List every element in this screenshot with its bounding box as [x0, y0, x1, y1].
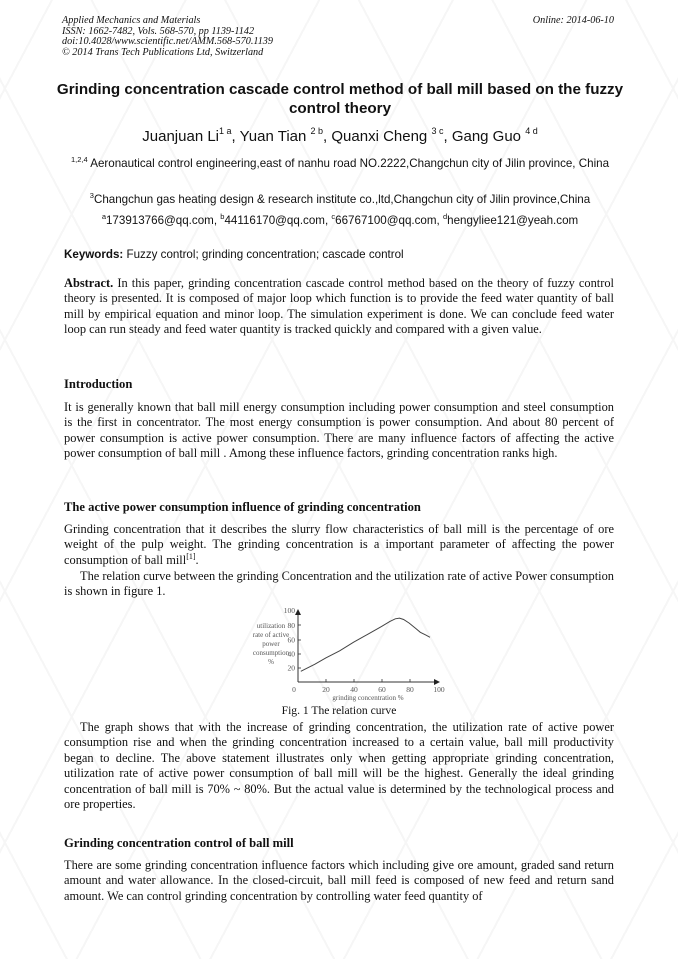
svg-text:0: 0	[292, 685, 296, 694]
section3-paragraph-1: There are some grinding concentration influence factors which including give ore amount, graded sand return amount and water allowance. In the closed-circuit, ball mill feed is composed of new feed and return sand amount. We can control grinding concentration by controlling water feed quantity of	[64, 858, 614, 903]
svg-text:20: 20	[322, 685, 330, 694]
svg-text:60: 60	[287, 635, 295, 645]
svg-text:40: 40	[287, 649, 295, 659]
svg-text:%: %	[268, 658, 274, 666]
svg-text:80: 80	[406, 685, 414, 694]
svg-text:100: 100	[283, 606, 295, 615]
section-heading-introduction: Introduction	[64, 377, 133, 391]
section2-paragraph-1	[64, 522, 614, 568]
section2-paragraph-3: The graph shows that with the increase of grinding concentration, the utilization rate of active power consumption rise and when the grinding concentration increased to a certain value, ball mill productivity began to decline. The above statement illustrates only when getting appropriate grinding concentration, utilization rate of active power consumption of ball mill will be the highest. Generally the ideal grinding concentration of ball mill is 70% ~ 80%. But the actual value is determined by the technological process and ore properties.	[64, 720, 614, 812]
paragraph-end: .	[195, 552, 199, 567]
svg-text:80: 80	[287, 621, 295, 630]
svg-text:40: 40	[350, 685, 358, 694]
email-link[interactable]: 66767100@qq.com	[335, 214, 437, 227]
author-list: Juanjuan $Li^{1 a}$, Yuan Tian $^{2 b}$, Quanxi Cheng $^{3 c}$, Gang Guo $^{4 d}$	[142, 126, 538, 145]
section-heading-active-power: The active power consumption influence of grinding concentration	[64, 500, 421, 514]
y-tick-labels	[284, 606, 296, 673]
author-name: Juanjuan Li	[142, 128, 220, 145]
author-name: Quanxi Cheng	[331, 128, 428, 145]
svg-text:power: power	[262, 640, 280, 648]
journal-header	[62, 16, 273, 58]
svg-text:rate of active: rate of active	[252, 631, 290, 639]
online-date: Online: 2014-06-10	[532, 15, 614, 26]
affiliation-text: Aeronautical control engineering,east of nanhu road NO.2222,Changchun city of Jilin province, China	[87, 157, 610, 170]
relation-curve-chart	[235, 602, 450, 702]
affiliation-sup: 3	[89, 191, 94, 200]
section2-paragraph-2: The relation curve between the grinding Concentration and the utilization rate of active Power consumption is shown in figure 1.	[64, 569, 615, 599]
copyright-line: © 2014 Trans Tech Publications Ltd, Switzerland	[62, 46, 264, 58]
email-list: $^a$173913766@qq.com, $^b$44116170@qq.com, $^c$66767100@qq.com, $^d$hengyliee121@yeah.com	[101, 212, 579, 227]
svg-text:consumption: consumption	[252, 649, 290, 657]
email-link[interactable]: hengyliee121@yeah.com	[447, 214, 579, 227]
email-sup: c	[331, 212, 336, 221]
svg-text:utilization: utilization	[256, 622, 286, 630]
email-sup: a	[101, 212, 106, 221]
citation-ref[interactable]: [1]	[186, 551, 196, 561]
section-heading-grinding-control: Grinding concentration control of ball mill	[64, 836, 294, 850]
affiliation-sup: 1,2,4	[70, 155, 88, 164]
tick-marks	[298, 625, 410, 682]
y-axis-label	[253, 622, 290, 666]
journal-name: Applied Mechanics and Materials	[62, 15, 201, 26]
author-name: Gang Guo	[451, 128, 522, 145]
affiliation-2	[52, 192, 628, 207]
paragraph-text: Grinding concentration that it describes the slurry flow characteristics of ball mill is the percentage of ore weight of the pulp weight. The grinding concentration is a important parameter of affecting the power consumption of ball mill	[64, 522, 614, 567]
relation-curve-line	[301, 618, 430, 671]
email-sup: b	[220, 212, 225, 221]
author-sup: 4 d	[525, 126, 538, 136]
keywords-text: Fuzzy control; grinding concentration; cascade control	[126, 248, 404, 261]
doi-line: doi:10.4028/www.scientific.net/AMM.568-570.1139	[62, 36, 273, 47]
svg-text:60: 60	[378, 685, 386, 694]
author-sup: 1 a	[219, 126, 232, 136]
svg-text:20: 20	[287, 663, 295, 673]
abstract-text: In this paper, grinding concentration cascade control method based on the theory of fuzzy control theory is presented. It is composed of major loop which function is to provide the feed water quantity of ball mill by empirical equation and minor loop. The simulation experiment is done. We can conclude feed water loop can run steady and feed water quantity is tracked quickly and compared with a given value.	[64, 276, 614, 337]
y-axis-arrow-icon	[295, 609, 301, 615]
keywords-label: Keywords:	[64, 248, 124, 261]
figure-caption: Fig. 1 The relation curve	[281, 704, 397, 717]
author-name: Yuan Tian	[239, 128, 307, 145]
keywords	[64, 248, 404, 261]
svg-text:100: 100	[433, 685, 445, 694]
introduction-paragraph: It is generally known that ball mill energy consumption including power consumption and steel consumption is the first in concentrator. The most energy consumption is power consumption. And about 80 percent of power consumption is active power consumption. There are many influence factors of affecting the active power consumption of ball mill . Among these influence factors, grinding concentration ranks high.	[64, 400, 614, 461]
affiliation-text: Changchun gas heating design & research institute co.,ltd,Changchun city of Jilin province,China	[93, 193, 591, 206]
author-sup: 2 b	[310, 126, 324, 136]
email-link[interactable]: 44116170@qq.com	[224, 214, 325, 227]
affiliation-1	[52, 156, 628, 171]
abstract-label: Abstract.	[64, 276, 114, 290]
paper-title: Grinding concentration cascade control method of ball mill based on the fuzzy control theory	[56, 81, 624, 117]
email-link[interactable]: 173913766@qq.com	[105, 214, 214, 227]
issn-line: ISSN: 1662-7482, Vols. 568-570, pp 1139-1142	[62, 25, 255, 37]
x-axis-label: grinding concentration %	[332, 694, 404, 702]
author-sup: 3 c	[431, 126, 444, 136]
x-tick-labels	[292, 685, 445, 694]
email-sup: d	[442, 212, 448, 221]
abstract	[64, 276, 614, 338]
